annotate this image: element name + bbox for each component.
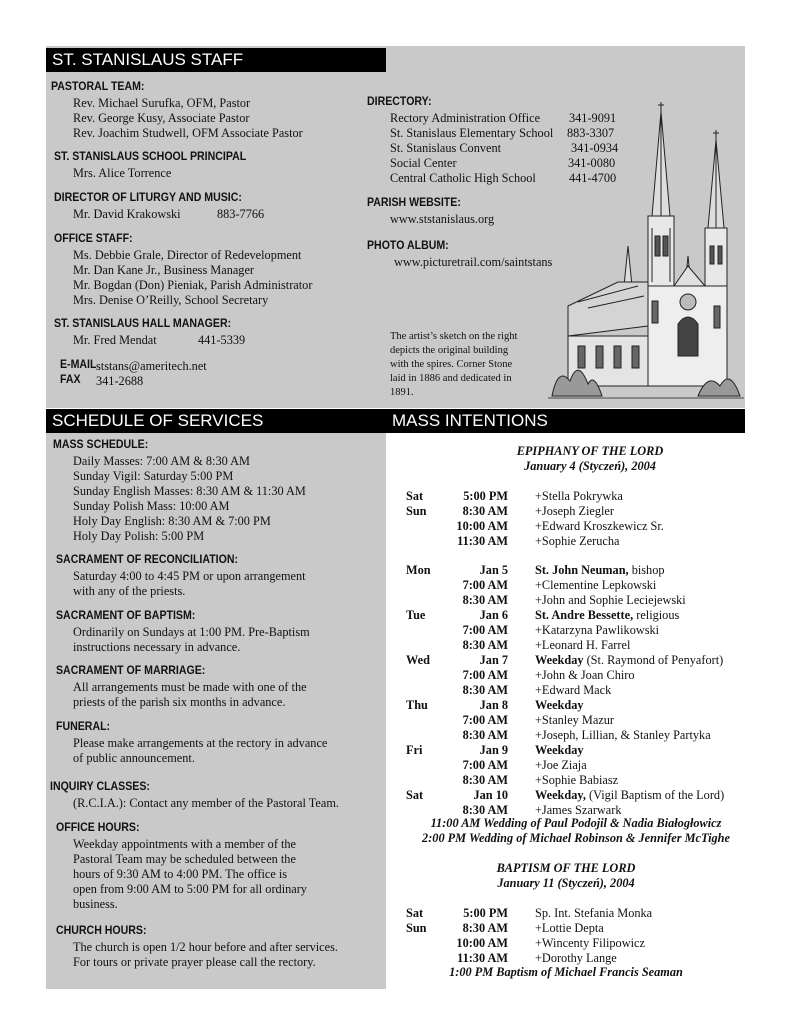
directory-phone-4: 341-0080 xyxy=(568,156,616,170)
directory-name-2: St. Stanislaus Elementary School xyxy=(390,126,554,140)
intention-time: 7:00 AM xyxy=(462,668,508,682)
intention-name: +Wincenty Filipowicz xyxy=(535,936,645,950)
intention-day: Sat xyxy=(406,489,424,503)
intention-name: +John and Sophie Leciejewski xyxy=(535,593,686,607)
intention-day: Tue xyxy=(406,608,426,622)
liturgy-name: Mr. David Krakowski xyxy=(73,207,181,221)
principal-name: Mrs. Alice Torrence xyxy=(73,166,172,180)
mass-schedule-1: Daily Masses: 7:00 AM & 8:30 AM xyxy=(73,454,250,468)
intention-entry xyxy=(535,668,635,683)
intention-entry xyxy=(535,758,587,773)
baptism-1: Ordinarily on Sundays at 1:00 PM. Pre-Baptism xyxy=(73,625,310,639)
intention-name: +Katarzyna Pawlikowski xyxy=(535,623,660,637)
intention-entry xyxy=(535,638,630,653)
intention-name: +Leonard H. Farrel xyxy=(535,638,631,652)
mass-schedule-5: Holy Day English: 8:30 AM & 7:00 PM xyxy=(73,514,271,528)
marriage-1: All arrangements must be made with one of the xyxy=(73,680,307,694)
intention-feast: Weekday xyxy=(535,653,584,667)
liturgy-label: DIRECTOR OF LITURGY AND MUSIC: xyxy=(54,192,242,204)
intention-time: 11:30 AM xyxy=(457,951,508,965)
intention-day: Sun xyxy=(406,504,427,518)
intention-name: (St. Raymond of Penyafort) xyxy=(583,653,724,667)
reconciliation-1: Saturday 4:00 to 4:45 PM or upon arrangement xyxy=(73,569,306,583)
photo-album-label: PHOTO ALBUM: xyxy=(367,240,449,252)
baptism-note: 1:00 PM Baptism of Michael Francis Seaman xyxy=(449,965,683,979)
intention-time: 10:00 AM xyxy=(456,936,508,950)
intention-feast: Weekday xyxy=(535,743,584,757)
directory-name-1: Rectory Administration Office xyxy=(390,111,541,125)
intention-time: 8:30 AM xyxy=(462,683,508,697)
fax-label: FAX xyxy=(60,374,81,386)
office-hours-4: open from 9:00 AM to 5:00 PM for all ordinary xyxy=(73,882,307,896)
intention-entry xyxy=(535,788,724,803)
funeral-1: Please make arrangements at the rectory in advance xyxy=(73,736,328,750)
intention-name: +Dorothy Lange xyxy=(535,951,617,965)
intention-day: Sun xyxy=(406,921,427,935)
intention-name: +Sophie Zerucha xyxy=(535,534,620,548)
intention-time: 8:30 AM xyxy=(462,773,508,787)
intention-day: Fri xyxy=(406,743,423,757)
liturgy-phone: 883-7766 xyxy=(217,207,265,221)
wedding-2: 2:00 PM Wedding of Michael Robinson & Jennifer McTighe xyxy=(422,831,730,845)
intentions-header: MASS INTENTIONS xyxy=(386,409,745,433)
intention-time: 7:00 AM xyxy=(462,758,508,772)
intention-entry xyxy=(535,593,686,608)
intention-time: Jan 10 xyxy=(473,788,508,802)
directory-phone-1: 341-9091 xyxy=(569,111,617,125)
email-value: ststans@ameritech.net xyxy=(96,359,207,373)
inquiry-label: INQUIRY CLASSES: xyxy=(50,781,150,793)
directory-phone-3: 341-0934 xyxy=(571,141,619,155)
office-hours-5: business. xyxy=(73,897,118,911)
intention-entry xyxy=(535,698,584,713)
directory-label: DIRECTORY: xyxy=(367,96,432,108)
office-staff-3: Mr. Bogdan (Don) Pieniak, Parish Administrator xyxy=(73,278,313,292)
intention-day: Thu xyxy=(406,698,428,712)
intention-name: +Stanley Mazur xyxy=(535,713,614,727)
intention-day: Mon xyxy=(406,563,431,577)
email-label: E-MAIL xyxy=(60,359,97,371)
intention-name: Sp. Int. Stefania Monka xyxy=(535,906,653,920)
schedule-header: SCHEDULE OF SERVICES xyxy=(46,409,386,433)
intention-name: +Edward Kroszkewicz Sr. xyxy=(535,519,664,533)
church-sketch xyxy=(548,96,744,408)
intention-entry xyxy=(535,728,711,743)
hall-phone: 441-5339 xyxy=(198,333,246,347)
intention-time: 8:30 AM xyxy=(462,803,508,817)
directory-phone-2: 883-3307 xyxy=(567,126,615,140)
intention-name: religious xyxy=(633,608,680,622)
feast-1-title: EPIPHANY OF THE LORD xyxy=(516,444,664,458)
intention-feast: St. John Neuman, xyxy=(535,563,629,577)
office-staff-4: Mrs. Denise O’Reilly, School Secretary xyxy=(73,293,269,307)
intention-time: 7:00 AM xyxy=(462,713,508,727)
office-staff-1: Ms. Debbie Grale, Director of Redevelopment xyxy=(73,248,302,262)
directory-name-4: Social Center xyxy=(390,156,457,170)
mass-schedule-label: MASS SCHEDULE: xyxy=(53,439,149,451)
intention-entry xyxy=(535,578,656,593)
office-hours-label: OFFICE HOURS: xyxy=(56,822,140,834)
office-staff-label: OFFICE STAFF: xyxy=(54,233,133,245)
mass-schedule-4: Sunday Polish Mass: 10:00 AM xyxy=(73,499,230,513)
intention-feast: Weekday, xyxy=(535,788,586,802)
sketch-caption-4: laid in 1886 and dedicated in xyxy=(390,373,512,384)
intention-name: +Joseph, Lillian, & Stanley Partyka xyxy=(535,728,711,742)
intention-name: +John & Joan Chiro xyxy=(535,668,635,682)
intention-time: Jan 7 xyxy=(479,653,508,667)
intention-entry xyxy=(535,623,659,638)
intention-entry xyxy=(535,743,584,758)
reconciliation-label: SACRAMENT OF RECONCILIATION: xyxy=(56,554,239,566)
feast-2-title: BAPTISM OF THE LORD xyxy=(496,861,636,875)
intention-time: 8:30 AM xyxy=(462,638,508,652)
intention-feast: St. Andre Bessette, xyxy=(535,608,634,622)
intention-entry xyxy=(535,773,618,788)
wedding-1: 11:00 AM Wedding of Paul Podojil & Nadia Białogłowicz xyxy=(430,816,722,830)
intention-day: Sat xyxy=(406,788,424,802)
staff-header: ST. STANISLAUS STAFF xyxy=(46,48,386,72)
baptism-2: instructions necessary in advance. xyxy=(73,640,241,654)
pastoral-2: Rev. George Kusy, Associate Pastor xyxy=(73,111,250,125)
intention-name: +James Szarwark xyxy=(535,803,622,817)
intention-name: +Joseph Ziegler xyxy=(535,504,614,518)
intention-time: Jan 5 xyxy=(479,563,508,577)
website-label: PARISH WEBSITE: xyxy=(367,197,461,209)
pastoral-3: Rev. Joachim Studwell, OFM Associate Pastor xyxy=(73,126,303,140)
hall-name: Mr. Fred Mendat xyxy=(73,333,157,347)
intention-name: +Joe Ziaja xyxy=(535,758,587,772)
marriage-2: priests of the parish six months in advance. xyxy=(73,695,286,709)
pastoral-1: Rev. Michael Surufka, OFM, Pastor xyxy=(73,96,251,110)
intention-entry xyxy=(535,608,679,623)
intention-time: Jan 6 xyxy=(479,608,508,622)
intention-time: 11:30 AM xyxy=(457,534,508,548)
funeral-label: FUNERAL: xyxy=(56,721,111,733)
principal-label: ST. STANISLAUS SCHOOL PRINCIPAL xyxy=(54,151,247,163)
directory-name-3: St. Stanislaus Convent xyxy=(390,141,502,155)
intention-entry xyxy=(535,713,614,728)
baptism-label: SACRAMENT OF BAPTISM: xyxy=(56,610,196,622)
intention-time: 5:00 PM xyxy=(463,489,508,503)
intention-time: 8:30 AM xyxy=(462,593,508,607)
sketch-caption-5: 1891. xyxy=(390,387,414,398)
funeral-2: of public announcement. xyxy=(73,751,195,765)
feast-2-date: January 11 (Styczeń), 2004 xyxy=(497,876,635,890)
mass-schedule-6: Holy Day Polish: 5:00 PM xyxy=(73,529,205,543)
marriage-label: SACRAMENT OF MARRIAGE: xyxy=(56,665,206,677)
hall-label: ST. STANISLAUS HALL MANAGER: xyxy=(54,318,232,330)
sketch-caption-2: depicts the original building xyxy=(390,345,509,356)
office-hours-3: hours of 9:30 AM to 4:00 PM. The office is xyxy=(73,867,288,881)
directory-phone-5: 441-4700 xyxy=(569,171,617,185)
intention-name: bishop xyxy=(628,563,665,577)
sketch-caption-3: with the spires. Corner Stone xyxy=(390,359,513,370)
intention-name: +Clementine Lepkowski xyxy=(535,578,657,592)
office-hours-2: Pastoral Team may be scheduled between the xyxy=(73,852,296,866)
intention-time: 7:00 AM xyxy=(462,578,508,592)
feast-1-date: January 4 (Styczeń), 2004 xyxy=(524,459,656,473)
intention-day: Sat xyxy=(406,906,424,920)
office-staff-2: Mr. Dan Kane Jr., Business Manager xyxy=(73,263,255,277)
church-hours-label: CHURCH HOURS: xyxy=(56,925,147,937)
reconciliation-2: with any of the priests. xyxy=(73,584,186,598)
intention-time: 5:00 PM xyxy=(463,906,508,920)
church-hours-2: For tours or private prayer please call the rectory. xyxy=(73,955,316,969)
intention-time: Jan 8 xyxy=(479,698,508,712)
intention-name: +Edward Mack xyxy=(535,683,612,697)
intention-name: (Vigil Baptism of the Lord) xyxy=(585,788,725,802)
mass-schedule-2: Sunday Vigil: Saturday 5:00 PM xyxy=(73,469,234,483)
intention-feast: Weekday xyxy=(535,698,584,712)
intention-entry xyxy=(535,563,665,578)
pastoral-label: PASTORAL TEAM: xyxy=(51,81,145,93)
photo-album-link[interactable]: www.picturetrail.com/saintstans xyxy=(394,255,553,269)
intention-entry xyxy=(535,653,723,668)
intention-time: 10:00 AM xyxy=(456,519,508,533)
directory-name-5: Central Catholic High School xyxy=(390,171,536,185)
intention-entry xyxy=(535,683,611,698)
mass-schedule-3: Sunday English Masses: 8:30 AM & 11:30 AM xyxy=(73,484,306,498)
fax-value: 341-2688 xyxy=(96,374,144,388)
website-link[interactable]: www.ststanislaus.org xyxy=(390,212,495,226)
intention-time: 8:30 AM xyxy=(462,728,508,742)
church-hours-1: The church is open 1/2 hour before and after services. xyxy=(73,940,338,954)
inquiry-1: (R.C.I.A.): Contact any member of the Pastoral Team. xyxy=(73,796,339,810)
intention-time: 8:30 AM xyxy=(462,504,508,518)
intention-name: +Lottie Depta xyxy=(535,921,604,935)
intention-name: +Sophie Babiasz xyxy=(535,773,619,787)
intention-time: 7:00 AM xyxy=(462,623,508,637)
intention-day: Wed xyxy=(406,653,430,667)
office-hours-1: Weekday appointments with a member of the xyxy=(73,837,297,851)
intention-time: Jan 9 xyxy=(479,743,508,757)
intention-time: 8:30 AM xyxy=(462,921,508,935)
sketch-caption-1: The artist’s sketch on the right xyxy=(390,331,518,342)
intention-name: +Stella Pokrywka xyxy=(535,489,623,503)
